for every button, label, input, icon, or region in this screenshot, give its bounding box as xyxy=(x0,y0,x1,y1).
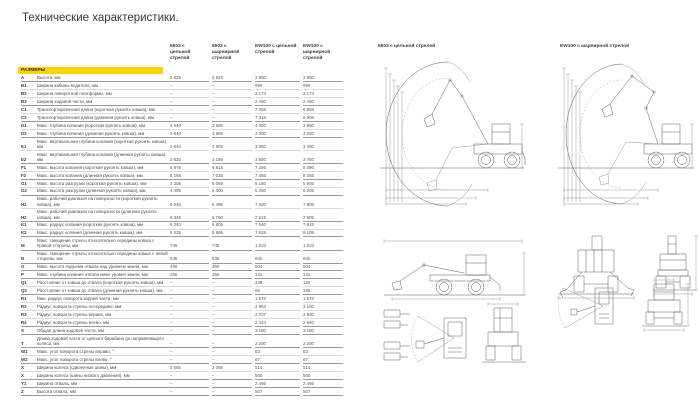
row-value-6503-articulated: – xyxy=(212,287,252,295)
table-row xyxy=(21,303,347,311)
row-value-6503-articulated: 6 805 xyxy=(212,222,252,230)
row-value-6503-solid: 2 065 xyxy=(170,364,209,372)
diagram-title-6503: 6503 с цельной стрелой xyxy=(378,44,436,49)
row-value-6503-solid: 490 xyxy=(170,264,209,272)
table-row xyxy=(21,74,347,82)
row-value-6503-solid: 6 525 xyxy=(170,230,209,238)
row-value-ew100-articulated: 2 930 xyxy=(303,311,343,319)
row-value-6503-solid: 265 xyxy=(170,271,209,279)
row-value-6503-articulated: 490 xyxy=(212,264,252,272)
row-value-ew100-articulated: 1 575 xyxy=(303,295,343,303)
transport-side-view-diagram xyxy=(378,235,528,303)
row-value-6503-articulated: 3 865 xyxy=(212,130,252,138)
row-value-ew100-solid: 7 825 xyxy=(255,230,300,238)
row-value-ew100-articulated: 5 905 xyxy=(303,180,343,188)
row-value-ew100-articulated: 504 xyxy=(303,264,343,272)
table-row xyxy=(21,90,347,98)
row-code: R1 xyxy=(21,295,37,303)
row-label: Макс. смещение стрелы относительно середины ковша с левой стороны, мм xyxy=(37,251,170,264)
table-row xyxy=(21,279,347,287)
row-label: Длина ходовой части от цепного барабана до направляющего колеса, мм xyxy=(37,335,170,348)
row-value-6503-articulated: – xyxy=(212,98,252,106)
row-code: Z xyxy=(21,388,37,396)
row-value-ew100-solid: 500 xyxy=(255,372,300,380)
row-label: Макс. глубина копания отвала ниже уровня земли, мм xyxy=(37,271,170,279)
row-value-6503-articulated: 6 495 xyxy=(212,201,252,209)
row-value-ew100-solid: 2 465 xyxy=(255,380,300,388)
row-value-6503-solid: – xyxy=(170,340,209,348)
row-code: R3 xyxy=(21,311,37,319)
row-value-ew100-solid: 507 xyxy=(255,388,300,396)
row-value-ew100-articulated: 2 950 xyxy=(303,74,343,82)
row-value-ew100-articulated: 6 906 xyxy=(303,114,343,122)
row-code: M xyxy=(21,243,37,251)
row-code: R2 xyxy=(21,303,37,311)
row-label: Макс. смещение стрелы относительно середины ковша с правой стороны, мм xyxy=(37,237,170,250)
row-value-ew100-solid: 238 xyxy=(255,279,300,287)
row-value-6503-solid: 6 165 xyxy=(170,172,209,180)
table-row xyxy=(21,164,347,172)
row-value-6503-solid: 6 240 xyxy=(170,222,209,230)
row-label: Радиус поворота стрелы вправо, мм xyxy=(37,311,170,319)
row-value-ew100-solid: 2 424 xyxy=(255,319,300,327)
table-row xyxy=(21,264,347,272)
working-range-diagram-ew100 xyxy=(556,52,696,224)
row-code: A xyxy=(21,74,37,82)
row-value-6503-articulated: 745 xyxy=(212,243,252,251)
row-code: K1 xyxy=(21,222,37,230)
row-value-6503-articulated: 2 829 xyxy=(212,74,252,82)
row-value-ew100-solid: 1 575 xyxy=(255,295,300,303)
row-value-6503-articulated: – xyxy=(212,340,252,348)
row-code: B2 xyxy=(21,90,37,98)
row-label: Макс. радиус копания (длинная рукоять ковша), мм xyxy=(37,230,170,238)
row-value-6503-solid: – xyxy=(170,90,209,98)
row-value-ew100-articulated: 3 760 xyxy=(303,156,343,164)
row-value-6503-articulated: 3 185 xyxy=(212,156,252,164)
row-value-ew100-solid: 7 540 xyxy=(255,222,300,230)
table-row xyxy=(21,295,347,303)
row-value-6503-solid: – xyxy=(170,319,209,327)
table-row xyxy=(21,82,347,90)
table-row xyxy=(21,237,347,250)
row-label: Мин. радиус поворота задней части, мм xyxy=(37,295,170,303)
table-row xyxy=(21,151,347,164)
table-row xyxy=(21,335,347,348)
row-value-6503-articulated: – xyxy=(212,90,252,98)
row-value-ew100-articulated: 8 105 xyxy=(303,230,343,238)
row-label: Ширина ходовой части, мм xyxy=(37,98,170,106)
table-row xyxy=(21,356,347,364)
row-value-6503-solid: 2 820 xyxy=(170,156,209,164)
row-value-6503-articulated: – xyxy=(212,356,252,364)
row-value-6503-articulated: – xyxy=(212,295,252,303)
row-value-6503-solid: – xyxy=(170,303,209,311)
row-code: F1 xyxy=(21,164,37,172)
row-value-ew100-solid: 3 160 xyxy=(255,327,300,335)
row-value-ew100-articulated: 120 xyxy=(303,279,343,287)
table-row xyxy=(21,98,347,106)
table-row xyxy=(21,364,347,372)
row-value-6503-solid: 3 540 xyxy=(170,122,209,130)
row-value-ew100-solid: 7 320 xyxy=(255,201,300,209)
table-row xyxy=(21,311,347,319)
row-value-6503-articulated: 5 055 xyxy=(212,180,252,188)
row-value-ew100-articulated: 132 xyxy=(303,271,343,279)
row-value-ew100-articulated: 2 450 xyxy=(303,98,343,106)
row-value-6503-solid: – xyxy=(170,380,209,388)
table-row xyxy=(21,327,347,335)
row-value-ew100-solid: 5 160 xyxy=(255,180,300,188)
row-value-6503-articulated: 5 300 xyxy=(212,188,252,196)
table-row xyxy=(21,188,347,196)
row-code: X xyxy=(21,364,37,372)
row-value-ew100-solid: 3 650 xyxy=(255,156,300,164)
row-label: Ширина поворотной платформы, мм xyxy=(37,90,170,98)
row-label: Макс. высота копания (длинная рукоять ковша), мм xyxy=(37,172,170,180)
table-row xyxy=(21,172,347,180)
row-label: Макс. высота разгрузки (длинная рукоять ковша), мм xyxy=(37,188,170,196)
table-row xyxy=(21,122,347,130)
table-row xyxy=(21,222,347,230)
row-code: O xyxy=(21,264,37,272)
page-title: Технические характеристики. xyxy=(22,12,179,24)
row-value-ew100-articulated: 840 xyxy=(303,256,343,264)
row-value-ew100-solid: 2 953 xyxy=(255,303,300,311)
row-value-ew100-solid: 132 xyxy=(255,271,300,279)
row-value-ew100-solid: 65 xyxy=(255,287,300,295)
row-label: Радиус поворота стрелы посередине, мм xyxy=(37,303,170,311)
row-value-6503-articulated: 2 805 xyxy=(212,143,252,151)
row-value-ew100-solid: 2 707 xyxy=(255,311,300,319)
row-label: Расстояние от ковша до отвала (короткая рукоять ковша), мм xyxy=(37,279,170,287)
row-code: H2 xyxy=(21,214,37,222)
row-value-ew100-solid: 7 265 xyxy=(255,106,300,114)
row-value-ew100-articulated: 3 160 xyxy=(303,327,343,335)
row-value-ew100-solid: 990 xyxy=(255,82,300,90)
row-label: Общая длина ходовой части, мм xyxy=(37,327,170,335)
row-code: Y1 xyxy=(21,380,37,388)
row-value-ew100-solid: 7 315 xyxy=(255,114,300,122)
row-value-6503-articulated: 6 815 xyxy=(212,164,252,172)
row-value-ew100-articulated: 2 840 xyxy=(303,319,343,327)
column-header-ew100-solid: EW100 с цельной стрелой xyxy=(255,44,297,56)
row-value-6503-articulated: – xyxy=(212,114,252,122)
column-header-ew100-articulated: EW100 с шарнирной стрелой xyxy=(303,44,331,62)
row-code: C2 xyxy=(21,114,37,122)
row-value-ew100-articulated: 8 355 xyxy=(303,172,343,180)
row-value-ew100-articulated: 2 174 xyxy=(303,90,343,98)
row-value-6503-articulated: 265 xyxy=(212,271,252,279)
row-value-ew100-articulated: 500 xyxy=(303,372,343,380)
row-value-ew100-solid: 67 xyxy=(255,356,300,364)
row-value-ew100-articulated: 3 950 xyxy=(303,122,343,130)
row-value-ew100-articulated: 67 xyxy=(303,356,343,364)
table-row xyxy=(21,106,347,114)
row-value-6503-articulated: – xyxy=(212,327,252,335)
row-label: Макс. угол поворота стрелы влево, ° xyxy=(37,356,170,364)
row-value-6503-solid: – xyxy=(170,311,209,319)
row-value-ew100-articulated: 1 023 xyxy=(303,243,343,251)
row-value-6503-articulated: 3 565 xyxy=(212,122,252,130)
row-code: E1 xyxy=(21,143,37,151)
row-label: Ширина колеса (сдвоенные шины), мм xyxy=(37,364,170,372)
row-value-ew100-solid: 2 200 xyxy=(255,340,300,348)
row-value-ew100-articulated: 7 905 xyxy=(303,214,343,222)
row-code: C1 xyxy=(21,106,37,114)
row-value-ew100-solid: 7 455 xyxy=(255,172,300,180)
table-row xyxy=(21,348,347,356)
row-value-ew100-articulated: 2 200 xyxy=(303,340,343,348)
row-value-6503-solid: – xyxy=(170,388,209,396)
diagram-title-ew100: EW100 с шарнирной стрелой xyxy=(560,44,630,49)
table-row xyxy=(21,196,347,209)
row-label: Радиус поворота стрелы влево, мм xyxy=(37,319,170,327)
row-value-ew100-solid: 63 xyxy=(255,348,300,356)
row-value-6503-articulated: – xyxy=(212,311,252,319)
row-label: Высота отвала, мм xyxy=(37,388,170,396)
row-value-ew100-articulated: 4 250 xyxy=(303,130,343,138)
row-code: Q2 xyxy=(21,287,37,295)
row-value-6503-solid: 6 975 xyxy=(170,164,209,172)
row-value-6503-articulated: – xyxy=(212,388,252,396)
row-value-ew100-articulated: 3 450 xyxy=(303,143,343,151)
row-code: P xyxy=(21,271,37,279)
row-code: W2 xyxy=(21,356,37,364)
row-value-ew100-articulated: 63 xyxy=(303,348,343,356)
row-value-6503-articulated: – xyxy=(212,303,252,311)
row-value-ew100-solid: 2 174 xyxy=(255,90,300,98)
row-value-6503-solid: 745 xyxy=(170,243,209,251)
row-label: Макс. рабочий диапазон на поверхности (длинная рукоять ковша), мм xyxy=(37,209,170,222)
row-value-6503-articulated: – xyxy=(212,348,252,356)
table-row xyxy=(21,372,347,380)
column-header-6503-solid: 6503 с цельной стрелой xyxy=(170,44,191,62)
row-value-6503-solid: – xyxy=(170,82,209,90)
row-label: Ширина колеса (шины низкого давления), мм xyxy=(37,372,170,380)
row-label: Макс. высота копания (короткая рукоять ковша), мм xyxy=(37,164,170,172)
row-code: H1 xyxy=(21,201,37,209)
row-value-ew100-solid: 1 023 xyxy=(255,243,300,251)
row-label: Ширина отвала, мм xyxy=(37,380,170,388)
row-value-ew100-articulated: 165 xyxy=(303,287,343,295)
row-value-ew100-solid: 840 xyxy=(255,256,300,264)
row-value-ew100-solid: 2 950 xyxy=(255,74,300,82)
table-column-headers xyxy=(21,44,347,63)
row-value-6503-solid: – xyxy=(170,106,209,114)
row-value-6503-articulated: 2 065 xyxy=(212,364,252,372)
row-value-ew100-articulated: 990 xyxy=(303,82,343,90)
row-label: Макс. высота разгрузки (короткая рукоять ковша), мм xyxy=(37,180,170,188)
table-row xyxy=(21,114,347,122)
table-row xyxy=(21,319,347,327)
row-value-ew100-articulated: 6 858 xyxy=(303,106,343,114)
row-value-6503-articulated: 7 035 xyxy=(212,172,252,180)
row-value-6503-solid: – xyxy=(170,287,209,295)
row-value-ew100-solid: 504 xyxy=(255,264,300,272)
row-label: Макс. радиус копания (короткая рукоять ковша), мм xyxy=(37,222,170,230)
row-value-ew100-articulated: 6 205 xyxy=(303,188,343,196)
table-row xyxy=(21,230,347,238)
row-value-ew100-articulated: 2 465 xyxy=(303,380,343,388)
row-label: Макс. глубина копания (длинная рукоять ковша), мм xyxy=(37,130,170,138)
row-label: Макс. вертикальная глубина копания (длинная рукоять ковша), мм xyxy=(37,151,170,164)
row-value-6503-solid: – xyxy=(170,372,209,380)
row-code: N xyxy=(21,256,37,264)
row-value-6503-articulated: 535 xyxy=(212,256,252,264)
row-label: Макс. глубина копания (короткая рукоять ковша), мм xyxy=(37,122,170,130)
dimensions-table xyxy=(21,44,347,396)
column-header-6503-articulated: 6503 с шарнирной стрелой xyxy=(212,44,240,62)
row-value-6503-articulated: – xyxy=(212,279,252,287)
row-value-6503-solid: – xyxy=(170,279,209,287)
row-label: Макс. вертикальная глубина копания (короткая рукоять ковша), мм xyxy=(37,138,170,151)
row-label: Макс. рабочий диапазон на поверхности (короткая рукоять ковша), мм xyxy=(37,196,170,209)
row-code: X xyxy=(21,372,37,380)
row-value-ew100-solid: 3 350 xyxy=(255,143,300,151)
row-value-6503-solid: 535 xyxy=(170,256,209,264)
row-value-ew100-articulated: 507 xyxy=(303,388,343,396)
row-value-ew100-articulated: 7 805 xyxy=(303,201,343,209)
row-value-6503-articulated: 6 790 xyxy=(212,214,252,222)
rear-view-small-diagram xyxy=(638,278,694,336)
row-value-ew100-solid: 5 350 xyxy=(255,188,300,196)
row-code: G1 xyxy=(21,180,37,188)
row-value-6503-solid: – xyxy=(170,348,209,356)
row-value-ew100-solid: 2 450 xyxy=(255,98,300,106)
row-value-ew100-articulated: 8 090 xyxy=(303,164,343,172)
row-code: T xyxy=(21,340,37,348)
table-body xyxy=(21,74,347,396)
working-range-diagram-6503 xyxy=(376,52,526,224)
table-row xyxy=(21,271,347,279)
row-value-6503-solid: 4 305 xyxy=(170,180,209,188)
row-value-6503-articulated: – xyxy=(212,106,252,114)
row-label: Транспортировочная длина (длинная рукоять ковша), мм xyxy=(37,114,170,122)
row-value-6503-solid: – xyxy=(170,114,209,122)
row-code: G2 xyxy=(21,188,37,196)
row-value-ew100-solid: 4 000 xyxy=(255,122,300,130)
row-value-6503-solid: 6 045 xyxy=(170,201,209,209)
row-value-6503-articulated: – xyxy=(212,319,252,327)
table-row xyxy=(21,251,347,264)
top-view-swing-diagram xyxy=(547,278,632,336)
row-label: Ширина кабины водителя, мм xyxy=(37,82,170,90)
row-label: Макс. высота подъема отвала над уровнем земли, мм xyxy=(37,264,170,272)
row-value-6503-articulated: – xyxy=(212,380,252,388)
table-row xyxy=(21,138,347,151)
row-value-ew100-solid: 4 300 xyxy=(255,130,300,138)
row-code: E2 xyxy=(21,156,37,164)
row-label: Макс. угол поворота стрелы вправо, ° xyxy=(37,348,170,356)
row-code: D2 xyxy=(21,130,37,138)
row-value-6503-solid: – xyxy=(170,98,209,106)
table-row xyxy=(21,209,347,222)
table-row xyxy=(21,388,347,396)
row-value-6503-solid: 4 495 xyxy=(170,188,209,196)
row-value-6503-articulated: – xyxy=(212,372,252,380)
row-value-6503-solid: 3 840 xyxy=(170,130,209,138)
row-code: W1 xyxy=(21,348,37,356)
row-code: F2 xyxy=(21,172,37,180)
table-row xyxy=(21,130,347,138)
row-value-6503-solid: 6 345 xyxy=(170,214,209,222)
row-label: Транспортировочная длина (короткая рукоять ковша), мм xyxy=(37,106,170,114)
row-code: R4 xyxy=(21,319,37,327)
row-value-ew100-articulated: 3 190 xyxy=(303,303,343,311)
row-value-6503-solid: – xyxy=(170,356,209,364)
table-row xyxy=(21,380,347,388)
table-row xyxy=(21,180,347,188)
row-value-6503-solid: – xyxy=(170,327,209,335)
row-value-ew100-solid: 514 xyxy=(255,364,300,372)
row-label: Высота, мм xyxy=(37,74,170,82)
row-value-ew100-articulated: 7 815 xyxy=(303,222,343,230)
top-view-offset-diagram xyxy=(378,300,528,375)
table-row xyxy=(21,287,347,295)
row-value-ew100-solid: 7 295 xyxy=(255,164,300,172)
row-value-6503-articulated: – xyxy=(212,82,252,90)
row-value-ew100-articulated: 514 xyxy=(303,364,343,372)
row-value-6503-solid: 2 829 xyxy=(170,74,209,82)
row-value-ew100-solid: 7 615 xyxy=(255,214,300,222)
row-value-6503-solid: 2 540 xyxy=(170,143,209,151)
row-value-6503-solid: – xyxy=(170,295,209,303)
row-code: B1 xyxy=(21,82,37,90)
row-label: Расстояние от ковша до отвала (длинная рукоять ковша), мм xyxy=(37,287,170,295)
row-value-6503-articulated: 6 895 xyxy=(212,230,252,238)
row-code: S xyxy=(21,327,37,335)
row-code: B3 xyxy=(21,98,37,106)
row-code: Q1 xyxy=(21,279,37,287)
section-header-dimensions: РАЗМЕРЫ xyxy=(18,67,163,74)
row-code: K2 xyxy=(21,230,37,238)
row-code: D1 xyxy=(21,122,37,130)
